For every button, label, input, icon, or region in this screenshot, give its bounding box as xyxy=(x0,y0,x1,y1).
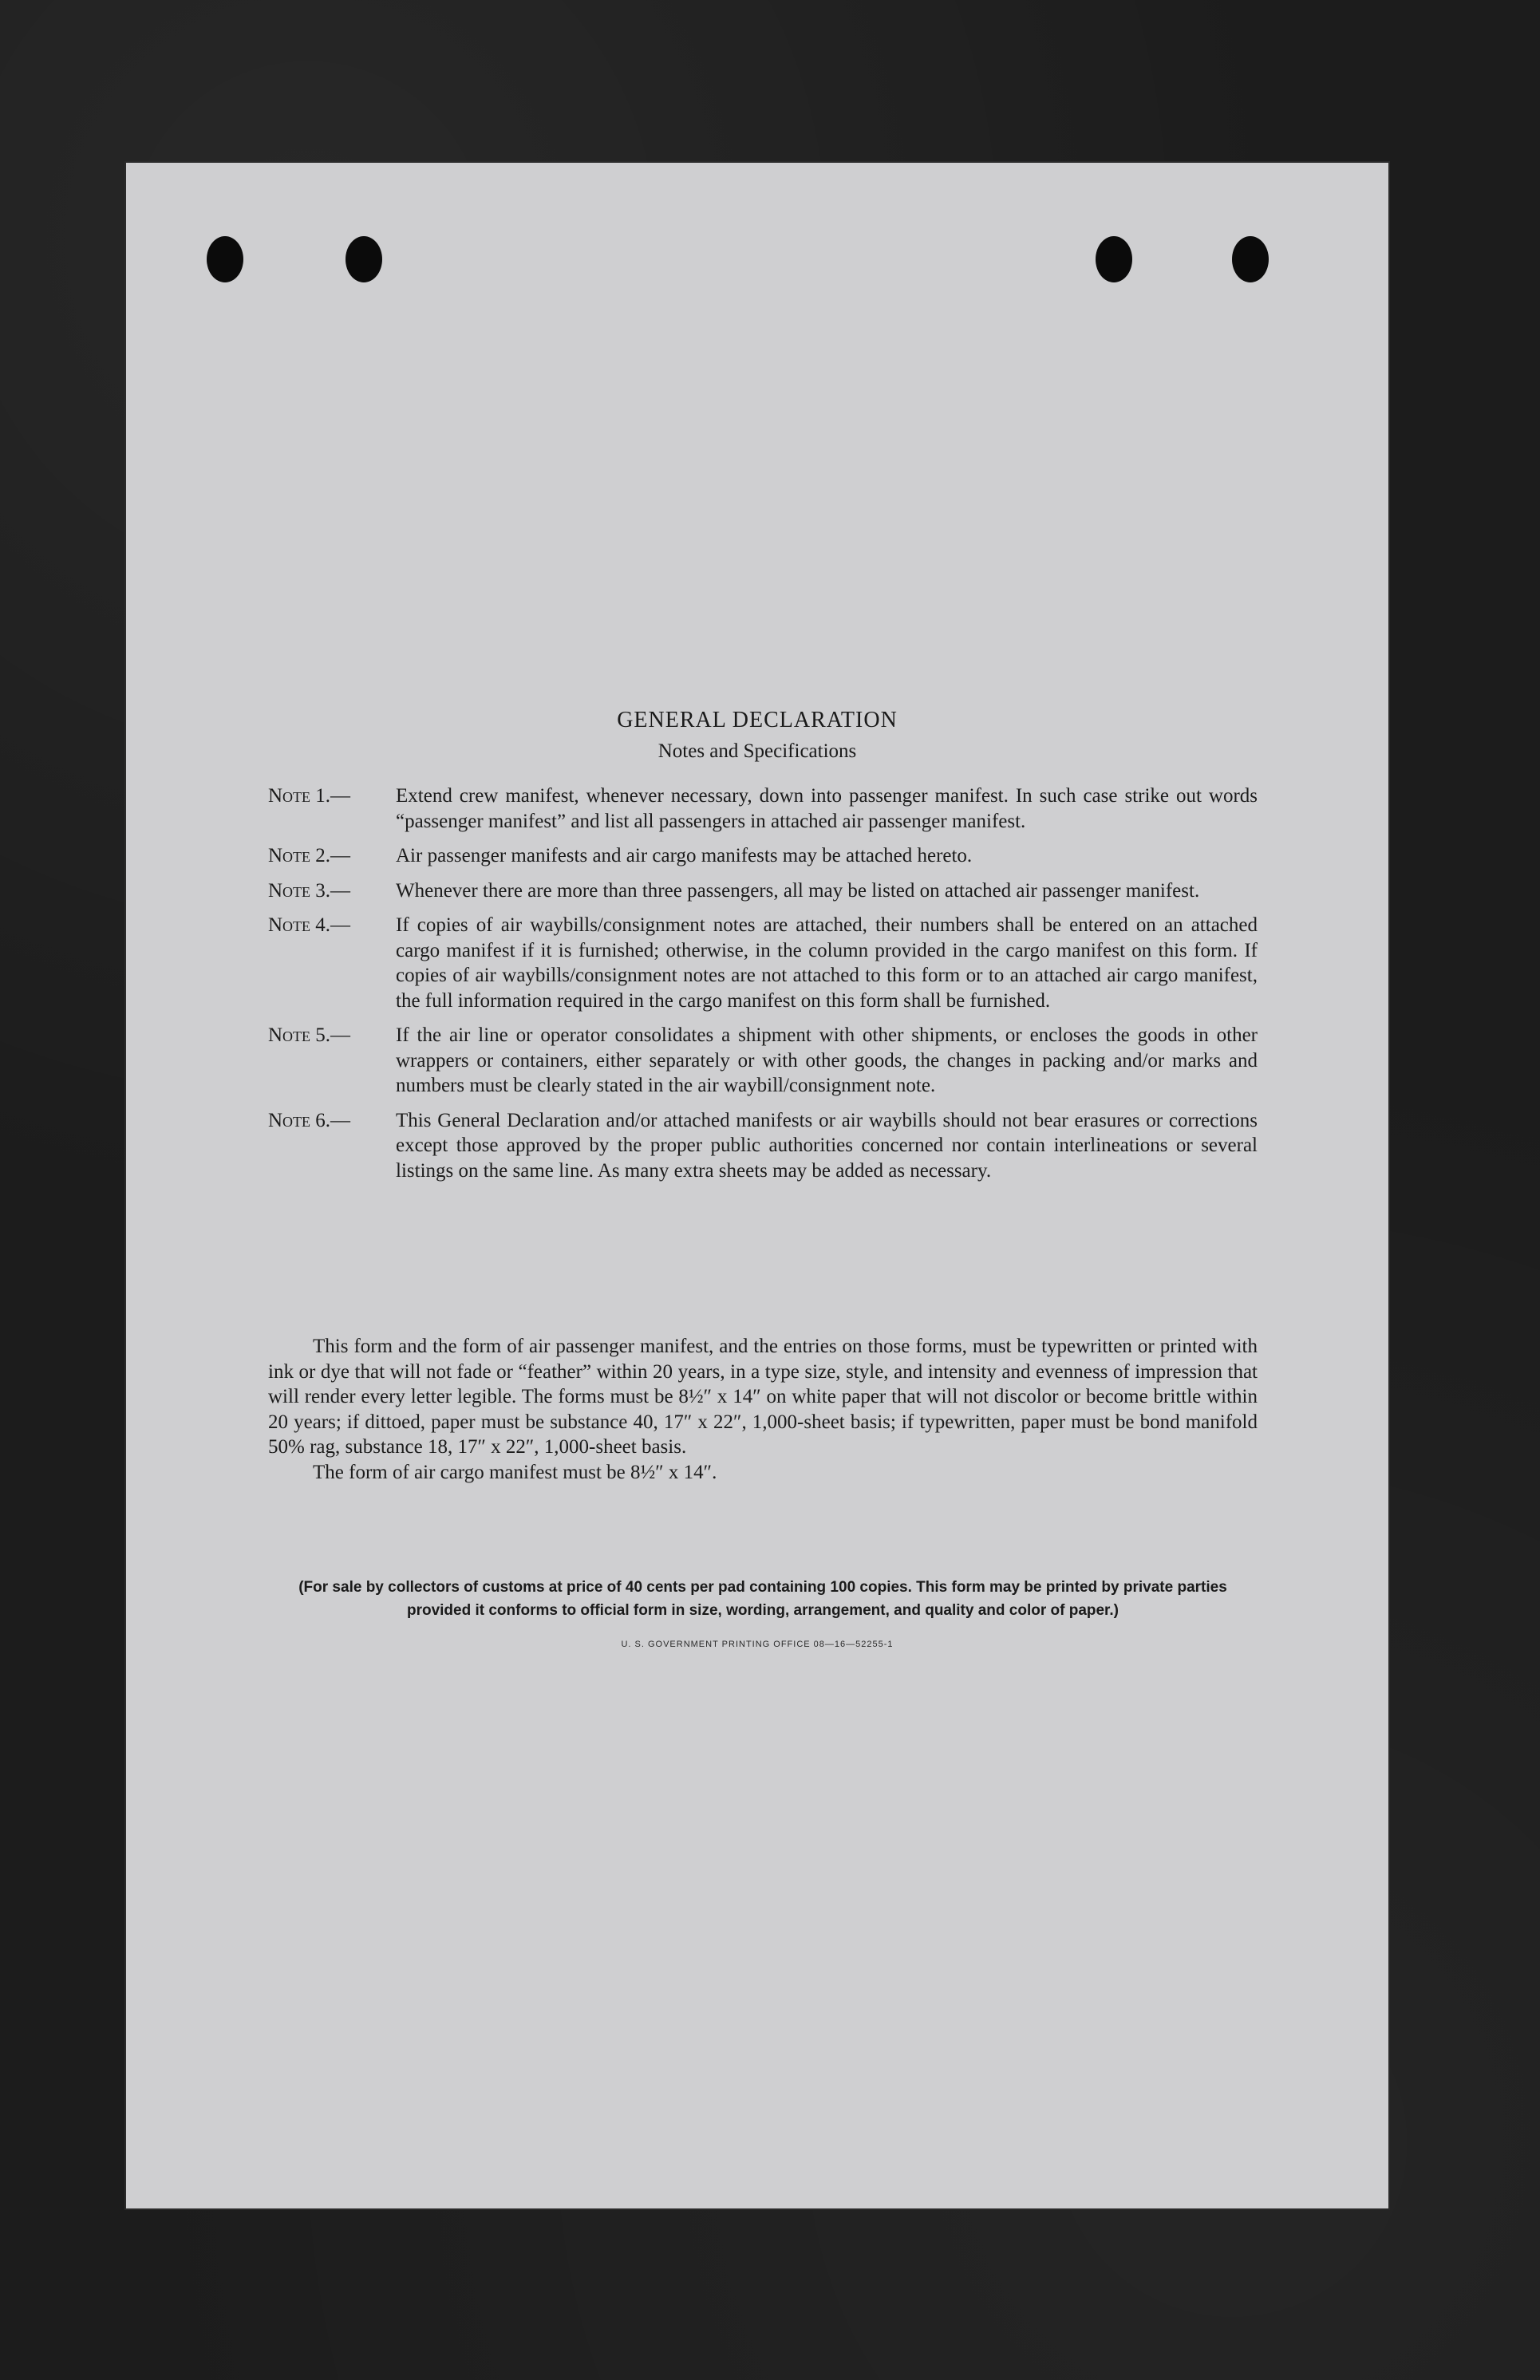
specification-paragraph: This form and the form of air passenger manifest, and the entries on those forms, must be typewritten or printed with ink or dye that will not fade or “feather” within 20 years, in a type size, style, and intensity and evenness of impression that will render every letter legible. The forms must be 8½″ x 14″ on white paper that will not discolor or become brittle within 20 years; if dittoed, paper must be substance 40, 17″ x 22″, 1,000-sheet basis; if typewritten, paper must be bond manifold 50% rag, substance 18, 17″ x 22″, 1,000-sheet basis. xyxy=(268,1336,1258,1458)
punch-hole xyxy=(346,236,382,282)
note-item xyxy=(268,1108,1258,1184)
note-item xyxy=(268,843,1258,869)
note-label: Note 5.— xyxy=(268,1024,351,1046)
sale-notice: (For sale by collectors of customs at price of 40 cents per pad containing 100 copies. This form may be printed by private parties provided it conforms to official form in size, wording, arrangement, and quality and color of paper.) xyxy=(298,1579,1227,1619)
note-text: Whenever there are more than three passengers, all may be listed on attached air passenger manifest. xyxy=(396,879,1200,902)
specification-section xyxy=(268,1334,1258,1485)
printer-line: U. S. GOVERNMENT PRINTING OFFICE 08—16—52255-1 xyxy=(621,1640,894,1649)
note-label: Note 6.— xyxy=(268,1109,351,1131)
punch-hole xyxy=(1096,236,1132,282)
note-text: This General Declaration and/or attached manifests or air waybills should not bear erasures or corrections except those approved by the proper public authorities concerned nor contain interlineations or several listings on the same line. As many extra sheets may be added as necessary. xyxy=(396,1109,1258,1182)
punch-hole xyxy=(1232,236,1269,282)
document-title: GENERAL DECLARATION xyxy=(617,708,898,732)
note-item xyxy=(268,878,1258,904)
note-label: Note 2.— xyxy=(268,845,351,866)
note-item xyxy=(268,1023,1258,1099)
note-label: Note 4.— xyxy=(268,914,351,936)
document-page xyxy=(124,161,1390,2210)
notes-list xyxy=(268,783,1258,1193)
note-text: If copies of air waybills/consignment notes are attached, their numbers shall be entered on an attached cargo manifest if it is furnished; otherwise, in the column provided in the cargo manifest on this form. If copies of air waybills/consignment notes are not attached to this form or to an attached air cargo manifest, the full information required in the cargo manifest on this form shall be furnished. xyxy=(396,914,1258,1012)
note-label: Note 3.— xyxy=(268,879,351,902)
note-item xyxy=(268,783,1258,834)
note-text: Air passenger manifests and air cargo manifests may be attached hereto. xyxy=(396,845,973,866)
note-label: Note 1.— xyxy=(268,785,351,807)
punch-hole xyxy=(207,236,243,282)
note-item xyxy=(268,913,1258,1013)
note-text: Extend crew manifest, whenever necessary, down into passenger manifest. In such case strike out words “passenger manifest” and list all passengers in attached air passenger manifest. xyxy=(396,785,1258,832)
note-text: If the air line or operator consolidates a shipment with other shipments, or encloses the goods in other wrappers or containers, either separately or with other goods, the changes in packing and/or marks and numbers must be clearly stated in the air waybill/consignment note. xyxy=(396,1024,1258,1096)
document-subtitle: Notes and Specifications xyxy=(657,740,857,762)
cargo-manifest-size: The form of air cargo manifest must be 8½″ x 14″. xyxy=(313,1461,717,1483)
